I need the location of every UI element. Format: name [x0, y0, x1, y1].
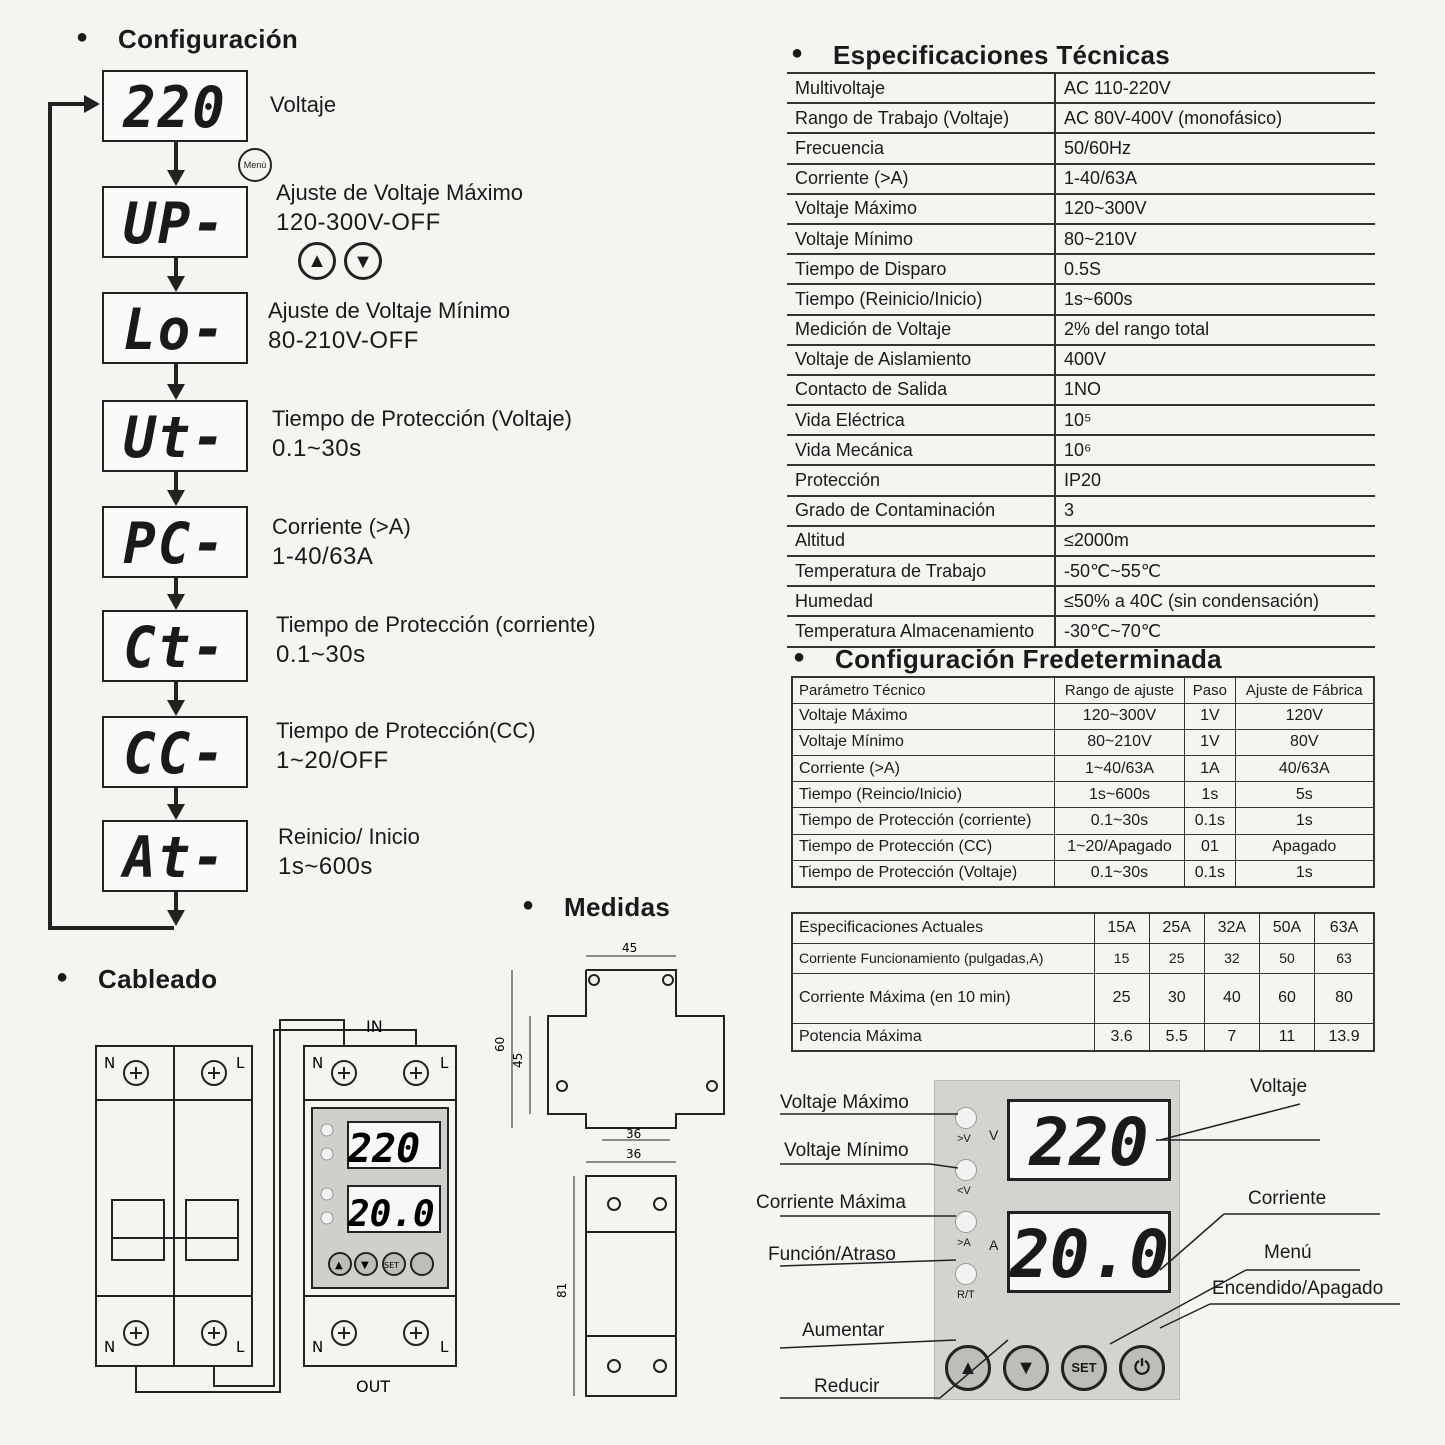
table-cell: 1-40/63A: [1055, 164, 1375, 194]
table-cell: 13.9: [1315, 1023, 1374, 1051]
table-cell: 5s: [1235, 782, 1374, 808]
table-cell: 3: [1055, 496, 1375, 526]
table-cell: Rango de ajuste: [1054, 677, 1184, 703]
table-cell: 1s: [1235, 808, 1374, 834]
config-label-ut: Tiempo de Protección (Voltaje) 0.1~30s: [272, 406, 572, 462]
table-cell: Potencia Máxima: [792, 1023, 1094, 1051]
table-cell: 120~300V: [1055, 194, 1375, 224]
spec-row: [787, 284, 1375, 314]
default-row: [792, 834, 1374, 860]
flow-arrow: [167, 258, 185, 292]
table-cell: 15: [1094, 943, 1149, 973]
table-cell: Parámetro Técnico: [792, 677, 1054, 703]
config-label-up: Ajuste de Voltaje Máximo 120-300V-OFF: [276, 180, 524, 236]
table-cell: 32A: [1204, 913, 1259, 943]
callout-voltaje-minimo: Voltaje Mínimo: [784, 1140, 909, 1161]
table-cell: 80V: [1235, 729, 1374, 755]
table-cell: Voltaje Máximo: [787, 194, 1055, 224]
table-cell: 7: [1204, 1023, 1259, 1051]
wiring-display-bottom: 20.0: [348, 1194, 435, 1235]
table-cell: Vida Eléctrica: [787, 405, 1055, 435]
spec-row: [787, 405, 1375, 435]
spec-row: [787, 254, 1375, 284]
spec-row: [787, 435, 1375, 465]
dim-36-front: 36: [626, 1147, 642, 1161]
callout-aumentar: Aumentar: [802, 1320, 885, 1341]
table-cell: IP20: [1055, 465, 1375, 495]
table-cell: Frecuencia: [787, 133, 1055, 163]
table-cell: Grado de Contaminación: [787, 496, 1055, 526]
table-cell: 10⁶: [1055, 435, 1375, 465]
callout-funcion: Función/Atraso: [768, 1244, 896, 1265]
table-cell: Corriente Máxima (en 10 min): [792, 973, 1094, 1023]
loop-line-top: [48, 102, 88, 106]
loop-line-bottom: [48, 926, 174, 930]
config-label-cc: Tiempo de Protección(CC) 1~20/OFF: [276, 718, 536, 774]
table-cell: Medición de Voltaje: [787, 315, 1055, 345]
flow-arrow: [167, 892, 185, 928]
flow-arrow: [167, 788, 185, 820]
table-cell: 80~210V: [1055, 224, 1375, 254]
table-cell: 1V: [1185, 729, 1235, 755]
table-cell: Protección: [787, 465, 1055, 495]
led-label: >A: [957, 1237, 971, 1249]
wiring-diagram: [90, 1000, 470, 1420]
spec-row: [787, 73, 1375, 103]
config-lcd-ut: Ut-: [102, 400, 248, 472]
table-cell: ≤2000m: [1055, 526, 1375, 556]
default-row: [792, 729, 1374, 755]
current-row: [792, 943, 1374, 973]
table-cell: Vida Mecánica: [787, 435, 1055, 465]
callout-lines: [780, 1060, 1420, 1420]
spec-row: [787, 194, 1375, 224]
up-icon: ▲: [298, 242, 336, 280]
config-lcd-pc: PC-: [102, 506, 248, 578]
table-cell: -30℃~70℃: [1055, 616, 1375, 646]
panel-unit-a: A: [989, 1237, 999, 1253]
default-row: [792, 782, 1374, 808]
table-cell: 80~210V: [1054, 729, 1184, 755]
menu-badge: Menú: [238, 148, 272, 182]
table-cell: 32: [1204, 943, 1259, 973]
table-cell: AC 80V-400V (monofásico): [1055, 103, 1375, 133]
heading-cableado: ● Cableado: [98, 964, 217, 995]
terminal-n: N: [104, 1054, 116, 1072]
default-header-row: [792, 677, 1374, 703]
config-lcd-at: At-: [102, 820, 248, 892]
terminal-l: L: [236, 1338, 245, 1356]
table-cell: 1s: [1235, 860, 1374, 886]
spec-row: [787, 496, 1375, 526]
config-lcd-ct: Ct-: [102, 610, 248, 682]
table-cell: Voltaje Mínimo: [792, 729, 1054, 755]
config-lcd-up: UP-: [102, 186, 248, 258]
config-label-voltaje: Voltaje: [270, 92, 337, 117]
table-cell: AC 110-220V: [1055, 73, 1375, 103]
dim-36-bottom: 36: [626, 1127, 642, 1141]
dim-60: 60: [493, 1036, 507, 1052]
current-header-row: [792, 913, 1374, 943]
spec-row: [787, 345, 1375, 375]
led-label: <V: [957, 1185, 971, 1197]
table-cell: Tiempo de Protección (corriente): [792, 808, 1054, 834]
heading-predeterminada: ● Configuración Fredeterminada: [835, 644, 1222, 675]
flow-arrow: [167, 142, 185, 186]
flow-arrow: [167, 682, 185, 716]
config-lcd-lo: Lo-: [102, 292, 248, 364]
default-row: [792, 703, 1374, 729]
table-cell: 1~40/63A: [1054, 756, 1184, 782]
default-row: [792, 756, 1374, 782]
table-cell: Tiempo (Reinicio/Inicio): [787, 284, 1055, 314]
wiring-display-top: 220: [348, 1126, 421, 1172]
table-cell: Tiempo de Protección (Voltaje): [792, 860, 1054, 886]
table-cell: 25: [1149, 943, 1204, 973]
spec-row: [787, 103, 1375, 133]
dimensions-diagram: [490, 936, 740, 1416]
table-cell: 30: [1149, 973, 1204, 1023]
callout-reducir: Reducir: [814, 1376, 880, 1397]
down-icon: ▼: [344, 242, 382, 280]
default-config-table: [791, 676, 1375, 888]
callout-voltaje: Voltaje: [1250, 1076, 1308, 1097]
set-menu-button[interactable]: SET: [1061, 1345, 1107, 1391]
table-cell: Temperatura de Trabajo: [787, 556, 1055, 586]
config-lcd-cc: CC-: [102, 716, 248, 788]
set-button-label: SET: [384, 1261, 400, 1270]
spec-row: [787, 164, 1375, 194]
spec-row: [787, 586, 1375, 616]
terminal-n: N: [312, 1054, 324, 1072]
terminal-l: L: [440, 1338, 449, 1356]
dim-45-side: 45: [511, 1052, 525, 1068]
table-cell: Paso: [1185, 677, 1235, 703]
table-cell: Corriente (>A): [792, 756, 1054, 782]
table-cell: Voltaje Máximo: [792, 703, 1054, 729]
led-label: R/T: [957, 1289, 975, 1301]
spec-row: [787, 616, 1375, 646]
table-cell: 11: [1259, 1023, 1314, 1051]
table-cell: 120~300V: [1054, 703, 1184, 729]
table-cell: ≤50% a 40C (sin condensación): [1055, 586, 1375, 616]
table-cell: 1NO: [1055, 375, 1375, 405]
table-cell: 60: [1259, 973, 1314, 1023]
table-cell: Contacto de Salida: [787, 375, 1055, 405]
power-icon: ⏻: [1134, 1357, 1150, 1379]
table-cell: 50/60Hz: [1055, 133, 1375, 163]
out-label: OUT: [356, 1377, 391, 1396]
config-label-lo: Ajuste de Voltaje Mínimo 80-210V-OFF: [268, 298, 511, 354]
table-cell: 1s~600s: [1054, 782, 1184, 808]
heading-medidas: ● Medidas: [564, 892, 670, 923]
table-cell: Voltaje Mínimo: [787, 224, 1055, 254]
table-cell: 1s: [1185, 782, 1235, 808]
loop-arrowhead: [84, 95, 100, 113]
table-cell: 25A: [1149, 913, 1204, 943]
callout-menu: Menú: [1264, 1242, 1312, 1263]
default-row: [792, 808, 1374, 834]
terminal-n: N: [104, 1338, 116, 1356]
table-cell: Humedad: [787, 586, 1055, 616]
table-cell: 1s~600s: [1055, 284, 1375, 314]
current-spec-table: [791, 912, 1375, 1052]
spec-row: [787, 315, 1375, 345]
spec-table: [787, 72, 1375, 648]
in-label: IN: [366, 1017, 383, 1036]
table-cell: 120V: [1235, 703, 1374, 729]
config-label-ct: Tiempo de Protección (corriente) 0.1~30s: [276, 612, 596, 668]
down-icon: ▼: [361, 1260, 369, 1271]
spec-row: [787, 224, 1375, 254]
table-cell: Temperatura Almacenamiento: [787, 616, 1055, 646]
table-cell: 10⁵: [1055, 405, 1375, 435]
spec-row: [787, 465, 1375, 495]
heading-configuracion: ● Configuración: [118, 24, 298, 55]
table-cell: 40/63A: [1235, 756, 1374, 782]
table-cell: 40: [1204, 973, 1259, 1023]
panel-voltage-display: 220: [1007, 1099, 1171, 1181]
config-label-pc: Corriente (>A) 1-40/63A: [272, 514, 411, 570]
table-cell: Voltaje de Aislamiento: [787, 345, 1055, 375]
led-label: >V: [957, 1133, 971, 1145]
table-cell: 15A: [1094, 913, 1149, 943]
terminal-l: L: [440, 1054, 449, 1072]
dim-45-top: 45: [622, 941, 638, 955]
table-cell: Ajuste de Fábrica: [1235, 677, 1374, 703]
table-cell: 0.1s: [1185, 860, 1235, 886]
table-cell: Especificaciones Actuales: [792, 913, 1094, 943]
default-row: [792, 860, 1374, 886]
table-cell: Multivoltaje: [787, 73, 1055, 103]
config-lcd-voltaje: 220: [102, 70, 248, 142]
spec-row: [787, 556, 1375, 586]
table-cell: Apagado: [1235, 834, 1374, 860]
table-cell: Tiempo (Reincio/Inicio): [792, 782, 1054, 808]
panel-current-display: 20.0: [1007, 1211, 1171, 1293]
down-icon: ▼: [1016, 1357, 1036, 1379]
table-cell: 0.1~30s: [1054, 860, 1184, 886]
table-cell: 25: [1094, 973, 1149, 1023]
table-cell: 63: [1315, 943, 1374, 973]
up-icon: ▲: [958, 1357, 978, 1379]
table-cell: 80: [1315, 973, 1374, 1023]
callout-corriente-maxima: Corriente Máxima: [756, 1192, 906, 1213]
up-icon: ▲: [335, 1260, 343, 1271]
current-row: [792, 1023, 1374, 1051]
table-cell: 2% del rango total: [1055, 315, 1375, 345]
dim-81: 81: [555, 1282, 569, 1298]
table-cell: Altitud: [787, 526, 1055, 556]
terminal-l: L: [236, 1054, 245, 1072]
table-cell: Corriente (>A): [787, 164, 1055, 194]
table-cell: 01: [1185, 834, 1235, 860]
table-cell: 0.5S: [1055, 254, 1375, 284]
table-cell: 50: [1259, 943, 1314, 973]
table-cell: 63A: [1315, 913, 1374, 943]
table-cell: 1V: [1185, 703, 1235, 729]
table-cell: 3.6: [1094, 1023, 1149, 1051]
table-cell: 1~20/Apagado: [1054, 834, 1184, 860]
table-cell: 400V: [1055, 345, 1375, 375]
table-cell: 0.1~30s: [1054, 808, 1184, 834]
callout-encendido: Encendido/Apagado: [1212, 1278, 1384, 1299]
config-label-at: Reinicio/ Inicio 1s~600s: [278, 824, 420, 880]
flow-arrow: [167, 472, 185, 506]
table-cell: -50℃~55℃: [1055, 556, 1375, 586]
spec-row: [787, 375, 1375, 405]
spec-row: [787, 133, 1375, 163]
table-cell: Rango de Trabajo (Voltaje): [787, 103, 1055, 133]
table-cell: Tiempo de Disparo: [787, 254, 1055, 284]
panel-unit-v: V: [989, 1127, 999, 1143]
flow-arrow: [167, 578, 185, 610]
callout-corriente: Corriente: [1248, 1188, 1327, 1209]
table-cell: Corriente Funcionamiento (pulgadas,A): [792, 943, 1094, 973]
table-cell: 5.5: [1149, 1023, 1204, 1051]
flow-arrow: [167, 364, 185, 400]
terminal-n: N: [312, 1338, 324, 1356]
heading-especificaciones: ● Especificaciones Técnicas: [833, 40, 1170, 71]
table-cell: 50A: [1259, 913, 1314, 943]
table-cell: Tiempo de Protección (CC): [792, 834, 1054, 860]
table-cell: 1A: [1185, 756, 1235, 782]
table-cell: 0.1s: [1185, 808, 1235, 834]
current-row: [792, 973, 1374, 1023]
loop-line: [48, 104, 52, 930]
callout-voltaje-maximo: Voltaje Máximo: [780, 1092, 909, 1113]
spec-row: [787, 526, 1375, 556]
